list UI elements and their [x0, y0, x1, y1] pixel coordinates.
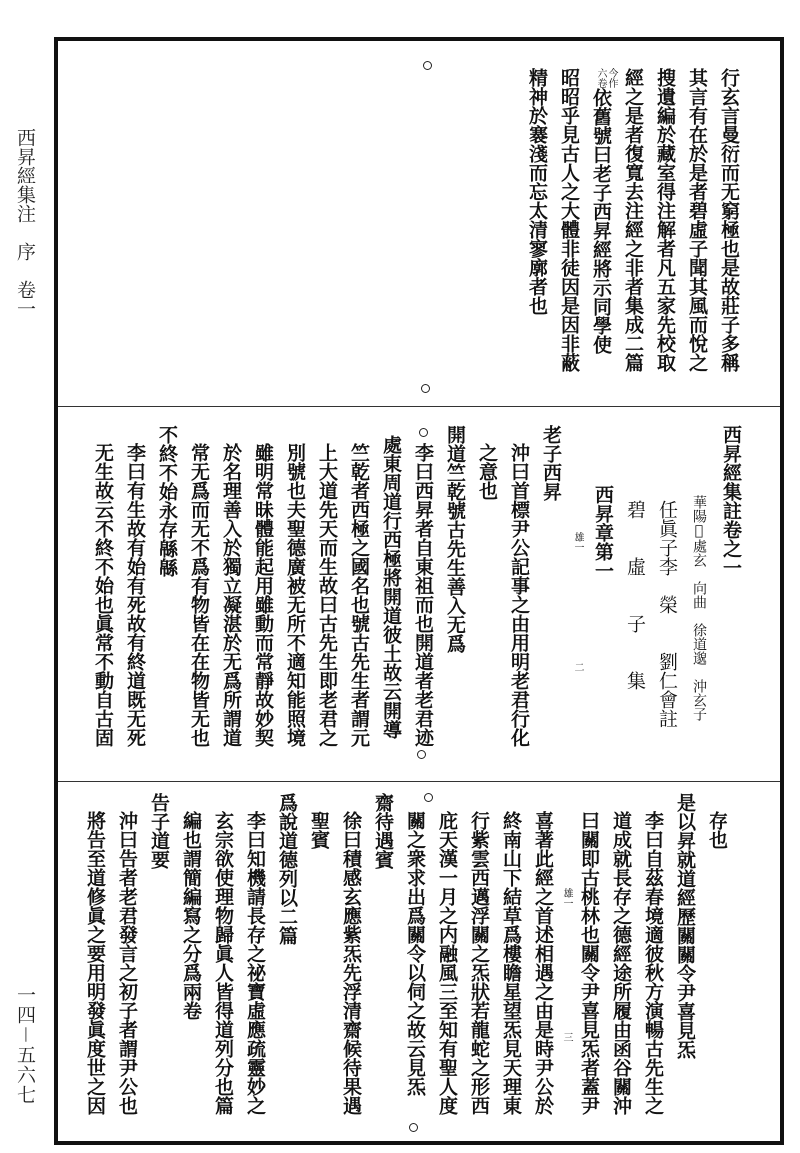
text-column: 无生故云不終不始也眞常不動自古固 — [92, 443, 114, 747]
text-column: 其言有在於是者碧虛子聞其風而悅之 — [686, 68, 708, 372]
text-column: 開道竺乾號古先生善入无爲 — [444, 425, 466, 653]
text-column: 存也 — [706, 811, 728, 849]
text-column: 老子西昇 — [540, 425, 562, 501]
text-column: 處東周道行西極將開道彼土故云開導 — [380, 435, 402, 739]
text-column: 將告至道修眞之要用明發眞度世之因 — [84, 811, 106, 1115]
text-column: 爲說道德列以二篇 — [276, 793, 298, 945]
text-column: 精神於褰淺而忘太清寥廓者也 — [526, 68, 548, 315]
text-column: 經之是者復寬去注經之非者集成二篇 — [622, 68, 644, 372]
text-column: 雖明常昧體能起用雖動而常靜故妙契 — [252, 443, 274, 747]
text-column: 編也謂簡編寫之分爲兩卷 — [180, 811, 202, 1020]
margin-page-number: 一四－五六七 — [14, 985, 36, 1106]
text-column: 關之衆求出爲關令以伺之故云見炁 — [404, 811, 426, 1096]
compiler-line: 碧 虛 子 集 — [624, 500, 646, 690]
divider — [58, 406, 780, 407]
text-column: 常无爲而无不爲有物皆在在物皆无也 — [188, 443, 210, 747]
interlinear-note — [595, 68, 617, 88]
note-line: 六卷 — [595, 68, 606, 88]
block-mark: 雄一 — [572, 532, 583, 552]
text-column: 聖賓 — [308, 811, 330, 849]
panel-preface — [58, 68, 780, 398]
text-column: 徐曰積感玄應紫炁先浮清齋候待果遇 — [340, 811, 362, 1115]
text-column: 李曰知機請長存之祕寶虛應疏靈妙之 — [244, 811, 266, 1115]
text-column: 沖曰告者老君發言之初子者謂尹公也 — [116, 811, 138, 1115]
text-column: 玄宗欲使理物歸眞人皆得道列分也篇 — [212, 811, 234, 1115]
commentators-line: 華陽𥨊處玄 向曲 徐道邈 沖玄子 — [691, 495, 707, 721]
text-column: 不終不始永存緜緜 — [156, 425, 178, 577]
text-column: 曰關即古桃林也關令尹喜見炁者蓋尹 — [578, 811, 600, 1115]
text-column: 竺乾者西極之國名也號古先生者謂元 — [348, 443, 370, 747]
commentators-line: 任眞子李 榮 劉仁會註 — [656, 500, 678, 728]
text-column: 行紫雲西邁浮關之炁狀若龍蛇之形西 — [468, 811, 490, 1115]
block-mark: 雄一 — [561, 888, 572, 908]
margin-title: 西昇經集注 序 卷一 — [14, 128, 36, 318]
note-line: 今作 — [606, 68, 617, 88]
divider — [58, 781, 780, 782]
text-column: 昭昭乎見古人之大體非徒因是因非蔽 — [558, 68, 580, 372]
text-column: 行玄言曼衍而无窮極也是故莊子多稱 — [718, 68, 740, 372]
chapter-title: 西昇章第一 — [592, 485, 614, 580]
text-column: 於名理善入於獨立凝湛於无爲所謂道 — [220, 443, 242, 747]
text-column: 李曰有生故有始有死故有終道既无死 — [124, 443, 146, 747]
text-column: 是以昇就道經歷關關令尹喜見炁 — [674, 793, 696, 1059]
text-column: 終南山下結草爲樓瞻星望炁見天理東 — [500, 811, 522, 1115]
text-column: 之意也 — [476, 443, 498, 500]
text-column: 沖曰首標尹公記事之由用明老君行化 — [508, 443, 530, 747]
text-column — [585, 68, 617, 398]
text-column: 庇天漢一月之内融風三至知有聖人度 — [436, 811, 458, 1115]
panel-chapter-one — [58, 425, 780, 775]
text-column: 別號也夫聖德廣被无所不適知能照境 — [284, 443, 306, 747]
text-column: 上大道先天而生故曰古先生即老君之 — [316, 443, 338, 747]
text-column: 喜著此經之首述相遇之由是時尹公於 — [532, 811, 554, 1115]
text-column: 告子道要 — [148, 793, 170, 869]
block-mark: 三 — [561, 1032, 572, 1042]
text-column: 道成就長存之德經途所履由函谷關沖 — [610, 811, 632, 1115]
panel-continuation — [58, 793, 780, 1143]
text-column: 李曰西昇者自東祖而也開道者老君迹 — [412, 443, 434, 747]
text-column: 搜遺編於藏室得注解者凡五家先校取 — [654, 68, 676, 372]
text-column: 齋待遇賓 — [372, 793, 394, 869]
block-mark: 二 — [572, 662, 583, 672]
volume-title: 西昇經集註卷之一 — [720, 425, 742, 577]
text-column: 李曰自茲春境適彼秋方演暢古先生之 — [642, 811, 664, 1115]
text-column-body: 依舊號曰老子西昇經將示同學使 — [590, 88, 612, 354]
